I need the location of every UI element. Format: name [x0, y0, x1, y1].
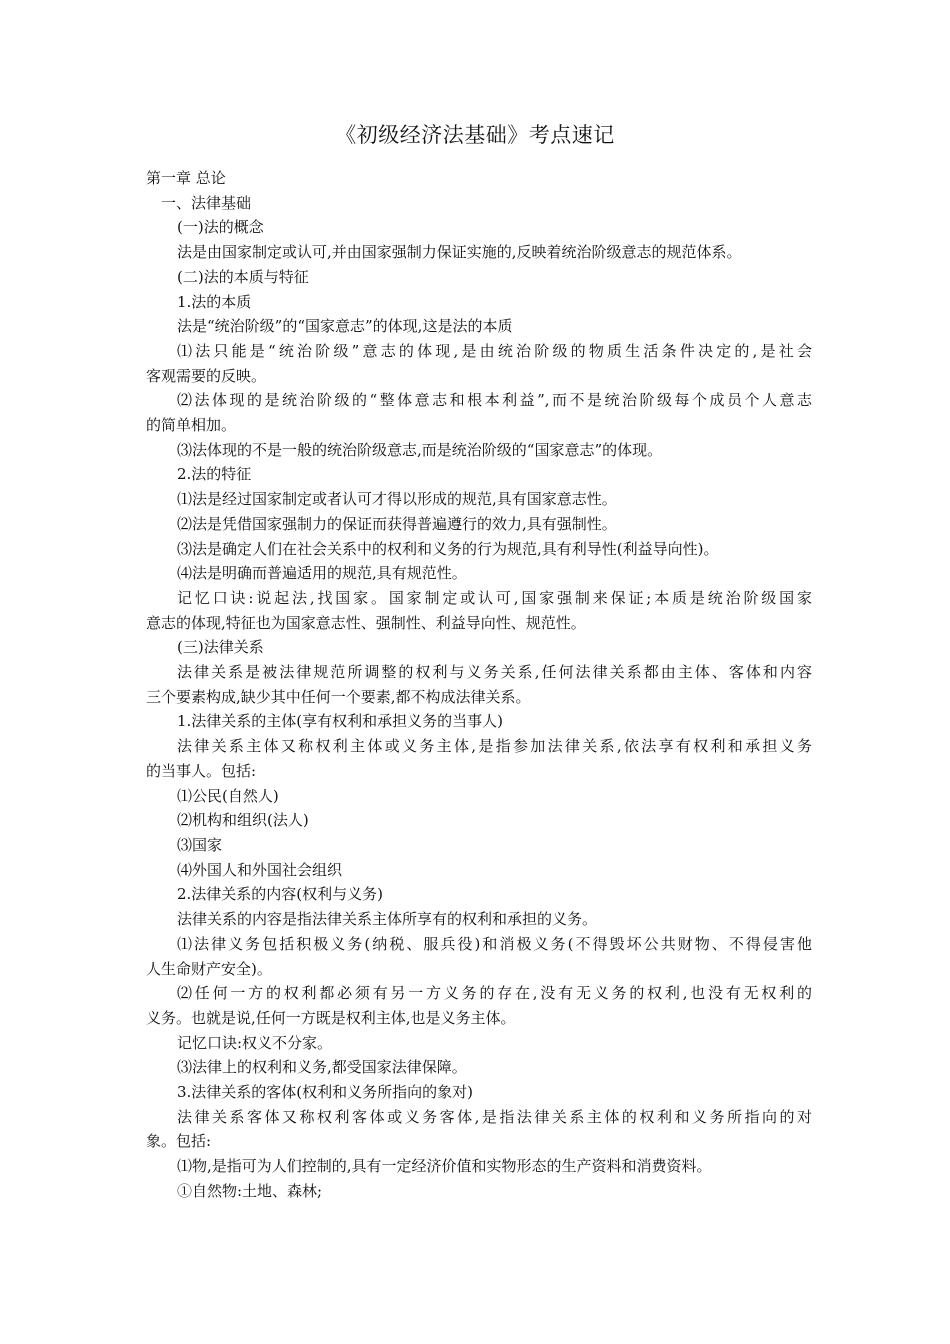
text-line: ⑴法律义务包括积极义务(纳税、服兵役)和消极义务(不得毁坏公共财物、不得侵害他 — [177, 934, 812, 953]
text-line: 人生命财产安全)。 — [146, 959, 272, 978]
text-line: (二)法的本质与特征 — [177, 267, 309, 286]
text-line: ⑶国家 — [177, 835, 223, 854]
text-line: ⑷法是明确而普遍适用的规范,具有规范性。 — [177, 564, 467, 583]
text-line: (一)法的概念 — [177, 218, 264, 237]
text-line: ⑴公民(自然人) — [177, 786, 279, 805]
text-line: 的简单相加。 — [146, 416, 237, 435]
document-body — [146, 166, 812, 1204]
text-line: ⑴法是经过国家制定或者认可才得以形成的规范,具有国家意志性。 — [177, 490, 617, 509]
text-line: 记忆口诀:权义不分家。 — [177, 1033, 333, 1052]
text-line: 三个要素构成,缺少其中任何一个要素,都不构成法律关系。 — [146, 687, 531, 706]
text-line: ⑵机构和组织(法人) — [177, 811, 309, 830]
text-line: ⑶法体现的不是一般的统治阶级意志,而是统治阶级的“国家意志”的体现。 — [177, 440, 663, 459]
text-line: ⑵任何一方的权利都必须有另一方义务的存在,没有无义务的权利,也没有无权利的 — [177, 984, 812, 1003]
text-line: 第一章 总论 — [146, 169, 226, 187]
text-line: 法律关系的内容是指法律关系主体所享有的权利和承担的义务。 — [177, 910, 598, 929]
text-line: 法是“统治阶级”的“国家意志”的体现,这是法的本质 — [177, 317, 513, 336]
text-line: ⑶法是确定人们在社会关系中的权利和义务的行为规范,具有利导性(利益导向性)。 — [177, 539, 719, 558]
text-line: 1.法的本质 — [177, 292, 252, 311]
text-line: ①自然物:土地、森林; — [177, 1181, 323, 1200]
text-line: (三)法律关系 — [177, 638, 264, 657]
document-title: 《初级经济法基础》考点速记 — [335, 123, 615, 147]
text-line: 3.法律关系的客体(权利和义务所指向的象对) — [177, 1083, 474, 1102]
text-line: 1.法律关系的主体(享有权利和承担义务的当事人) — [177, 712, 504, 731]
text-line: 2.法的特征 — [177, 465, 252, 484]
text-line: ⑵法体现的是统治阶级的“整体意志和根本利益”,而不是统治阶级每个成员个人意志 — [177, 391, 812, 410]
text-line: 客观需要的反映。 — [146, 366, 267, 385]
text-line: 法律关系主体又称权利主体或义务主体,是指参加法律关系,依法享有权利和承担义务 — [177, 737, 812, 756]
text-line: 2.法律关系的内容(权利与义务) — [177, 885, 384, 904]
text-line: 法律关系客体又称权利客体或义务客体,是指法律关系主体的权利和义务所指向的对 — [177, 1107, 812, 1126]
text-line: 法是由国家制定或认可,并由国家强制力保证实施的,反映着统治阶级意志的规范体系。 — [177, 243, 742, 262]
text-line: ⑶法律上的权利和义务,都受国家法律保障。 — [177, 1058, 467, 1077]
text-line: 象。包括: — [146, 1132, 212, 1151]
text-line: ⑷外国人和外国社会组织 — [177, 860, 343, 879]
text-line: 记忆口诀:说起法,找国家。国家制定或认可,国家强制来保证;本质是统治阶级国家 — [177, 588, 812, 607]
text-line: 一、法律基础 — [161, 193, 252, 212]
text-line: 意志的体现,特征也为国家意志性、强制性、利益导向性、规范性。 — [146, 613, 586, 632]
text-line: 法律关系是被法律规范所调整的权利与义务关系,任何法律关系都由主体、客体和内容 — [177, 663, 812, 682]
text-line: ⑴物,是指可为人们控制的,具有一定经济价值和实物形态的生产资料和消费资料。 — [177, 1157, 712, 1176]
text-line: 的当事人。包括: — [146, 761, 257, 780]
text-line: 义务。也就是说,任何一方既是权利主体,也是义务主体。 — [146, 1008, 516, 1027]
text-line: ⑴法只能是“统治阶级”意志的体现,是由统治阶级的物质生活条件决定的,是社会 — [177, 341, 812, 360]
text-line: ⑵法是凭借国家强制力的保证而获得普遍遵行的效力,具有强制性。 — [177, 514, 617, 533]
